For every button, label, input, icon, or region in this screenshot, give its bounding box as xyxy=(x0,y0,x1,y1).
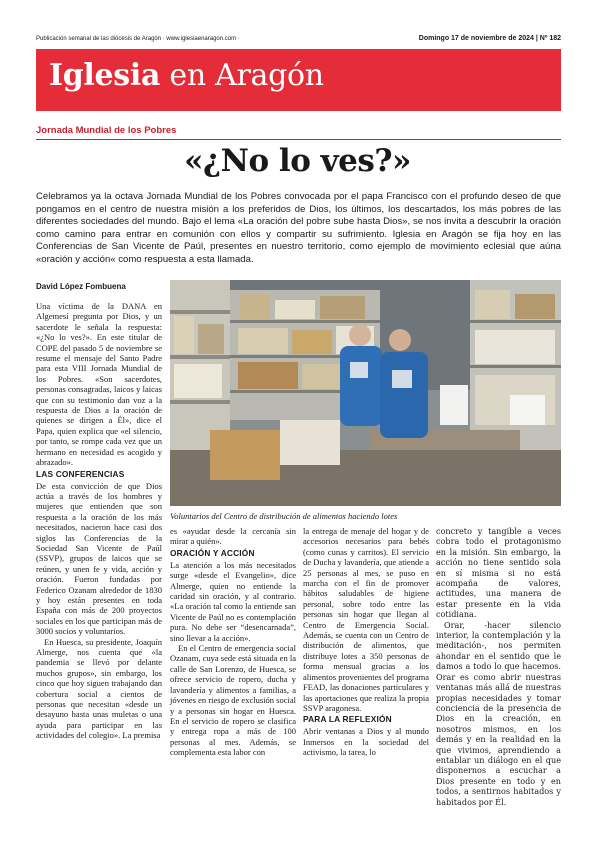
column-4 xyxy=(436,526,561,807)
kicker-rule xyxy=(36,139,561,140)
food-bank-photo xyxy=(170,280,561,506)
article-lead: Celebramos ya la octava Jornada Mundial de los Pobres convocada por el papa Francisco con el profundo deseo de que pongamos en el centro de nuestra misión a los preferidos de Dios, los últimos, los descartados, los más pobres de las diferentes sociedades del mundo. Bajo el lema «La oración del pobre sube hasta Dios», se nos invita a descubrir la oración como camino para entrar en comunión con ellos y compartir su sufrimiento. Iglesia en Aragón se fija hoy en las Conferencias de San Vicente de Paúl, presentes en nuestro territorio, como ejemplo de movimiento eclesial que aúna «oración y acción« como respuesta a esta llamada. xyxy=(36,191,561,265)
column-2 xyxy=(170,526,296,758)
brand-title xyxy=(49,58,324,93)
paragraph: la entrega de menaje del hogar y de accesorios necesarios para bebés (como cunas y carritos). El servicio de Ducha y lavandería, que atiende a 25 personas al mes, se puso en marcha con el fin de promover hábitos saludables de higiene personal, sobre todo entre las personas sin hogar que llegan al Centro de Emergencia Social. Además, se cuenta con un Centro de distribución de alimentos, que distribuye lotes a 350 personas de forma mensual gracias a los alimentos provenientes del programa FEAD, las donaciones particulares y las aportaciones que realiza la propia SSVP aragonesa. xyxy=(303,526,429,713)
paragraph: De esta convicción de que Dios actúa a través de los hombres y mujeres que entienden que son respuesta a la oración de los más necesitados, nacieron hace casi dos siglos las Conferencias de la Sociedad San Vicente de Paúl (SSVP), grupos de laicos que se reúnen, y unen fe y vida, acción y oración. Fueron fundadas por Federico Ozanam alrededor de 1830 y hoy están presentes en toda España con más de 200 proyectos sociales en los que participan más de 3000 socios y voluntarios. xyxy=(36,480,162,637)
issue-date: Domingo 17 de noviembre de 2024 | Nº 182 xyxy=(418,35,561,42)
paragraph: concreto y tangible a veces cobra todo el protagonismo en la misión. Sin embargo, la acción no tiene sentido sola en sí misma si no está acompaña de valores, actitudes, una manera de estar presente en la vida cotidiana. xyxy=(436,526,561,620)
brand-light: en Aragón xyxy=(160,58,324,93)
subheading: PARA LA REFLEXIÓN xyxy=(303,714,392,725)
masthead xyxy=(36,49,561,111)
column-1 xyxy=(36,301,162,741)
article-author: David López Fombuena xyxy=(36,282,126,291)
brand-bold: Iglesia xyxy=(49,58,161,93)
paragraph: Abrir ventanas a Dios y al mundo Inmersos en la sociedad del activismo, la tarea, lo xyxy=(303,726,429,758)
article-headline: «¿No lo ves?» xyxy=(184,143,411,179)
photo-caption: Voluntarios del Centro de distribución de alimentos haciendo lotes xyxy=(170,511,398,521)
publication-line xyxy=(36,35,561,47)
subheading: ORACIÓN Y ACCIÓN xyxy=(170,547,255,558)
column-3 xyxy=(303,526,429,758)
publication-info: Publicación semanal de las diócesis de Aragón · www.iglesiaenaragon.com · xyxy=(36,36,240,42)
paragraph: La atención a los más necesitados surge «desde el Evangelio», dice Almerge, quien no entiende la caridad sin oración, y al contrario. «La oración tal como la entiende san Vicente de Paúl no es contemplación pura. No debe ser “desencarnada”, sino llevar a la acción». xyxy=(170,559,296,643)
subheading: LAS CONFERENCIAS xyxy=(36,468,125,479)
paragraph: Una víctima de la DANA en Algemesí pregunta por Dios, y un sacerdote le señala la respuesta: «¿No lo ves?». En este titular de COPE del pasado 5 de noviembre se resume el mensaje del Santo Padre para esta VIII Jornada Mundial de los Pobres. «Son sacerdotes, personas consagradas, laicos y laicas que con su testimonio dan voz a la respuesta de Dios a la oración de quienes se dirigen a Él», dice el Papa, quien explica que «el silencio, por tanto, se rompe cada vez que un hermano en necesidad es acogido y abrazado». xyxy=(36,301,162,468)
section-kicker: Jornada Mundial de los Pobres xyxy=(36,125,177,136)
article-photo xyxy=(170,280,561,506)
paragraph: Orar, -hacer silencio interior, la contemplación y la meditación-, nos permiten ahondar en el sentido que le damos a todo lo que hacemos. Orar es como abrir nuestras ventanas más allá de nuestras propias necesidades y tomar conciencia de la presencia de Dios en la creación, en nosotros mismos, en los demás y en la realidad en la que vivimos, aprendiendo a entablar un diálogo en el que disponernos a escuchar a Dios presente en todo y en todos, a sentirnos habitados y habitados por Él. xyxy=(436,619,561,807)
paragraph: En el Centro de emergencia social Ozanam, cuya sede está situada en la calle de San Lorenzo, de Huesca, se ofrece servicio de ropero, ducha y lavandería y alimentos a familias, a jóvenes en riesgo de exclusión social y a personas sin hogar en Huesca. En el servicio de ropero se clasifica y entrega ropa a más de 100 personas al mes. Además, se complementa esta labor con xyxy=(170,643,296,758)
paragraph: es «ayudar desde la cercanía sin mirar a quién». xyxy=(170,526,296,547)
paragraph: En Huesca, su presidente, Joaquín Almerge, nos cuenta que «la pandemia se llevó por delante muchos grupos», sin embargo, los cinco que hoy siguen trabajando dan cobertura social a cientos de personas que necesitan «desde un desayuno hasta unas muletas o una ayuda para participar en las actividades del colegio». La premisa xyxy=(36,636,162,741)
